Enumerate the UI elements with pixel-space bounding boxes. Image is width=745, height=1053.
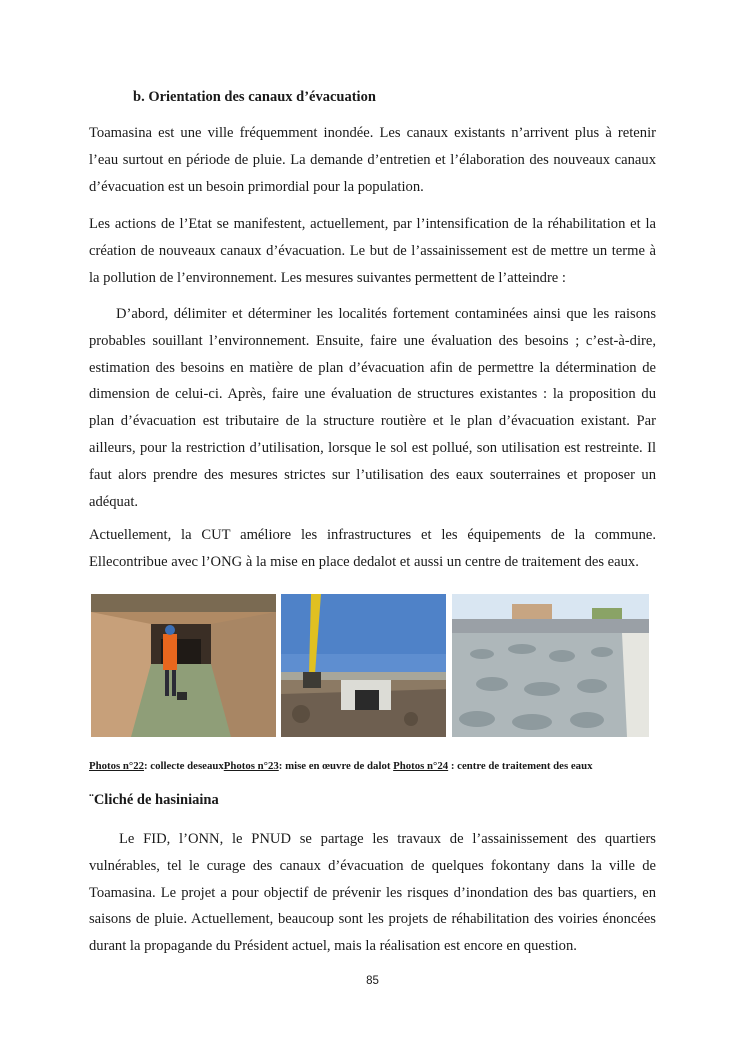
photo-credit: ¨Cliché de hasiniaina <box>89 792 219 808</box>
photo-culvert-construction <box>281 594 446 737</box>
caption-photo-24-text: : centre de traitement des eaux <box>448 760 593 772</box>
paragraph-state-actions: Les actions de l’Etat se manifestent, actuellement, par l’intensification de la réhabilitation et la création de nouveaux canaux d’évacuation. Le but de l’assainissement est de mettre un terme à la pollution de l’environnement. Les mesures suivantes permettent de l’atteindre : <box>89 216 656 286</box>
caption-photo-23-label: Photos n°23 <box>223 760 279 772</box>
caption-photo-22-label: Photos n°22 <box>89 760 145 772</box>
caption-photo-24-label: Photos n°24 <box>393 760 449 772</box>
photo-caption <box>89 760 689 772</box>
caption-photo-22-text: : collecte deseaux <box>144 760 224 772</box>
photo-treatment-center <box>452 594 649 737</box>
section-heading: b. Orientation des canaux d’évacuation <box>133 89 376 105</box>
paragraph-cut: Actuellement, la CUT améliore les infrastructures et les équipements de la commune. Ellecontribue avec l’ONG à la mise en place dedalot et aussi un centre de traitement des eaux. <box>89 527 656 570</box>
photo-water-collection <box>91 594 276 737</box>
paragraph-measures: D’abord, délimiter et déterminer les localités fortement contaminées ainsi que les raisons probables souillant l’environnement. Ensuite, faire une évaluation des besoins ; c’est-à-dire, estimation des besoins en matière de plan d’évacuation afin de permettre la détermination de dimension de celui-ci. Après, faire une évaluation de structures existantes : la proposition du plan d’évacuation est tributaire de la structure routière et le plan d’évacuation existant. Par ailleurs, pour la restriction d’utilisation, lorsque le sol est pollué, son utilisation est restreinte. Il faut alors prendre des mesures strictes sur l’utilisation des eaux souterraines et proposer un adéquat. <box>89 306 656 510</box>
paragraph-fid-onn-pnud: Le FID, l’ONN, le PNUD se partage les travaux de l’assainissement des quartiers vulnérables, tel le curage des canaux d’évacuation de quelques fokontany dans la ville de Toamasina. Le projet a pour objectif de prévenir les risques d’inondation des bas quartiers, en saisons de pluie. Actuellement, beaucoup sont les projets de réhabilitation des voiries énoncées durant la propagande du Président actuel, mais la réalisation est encore en question. <box>89 831 656 955</box>
paragraph-flooding: Toamasina est une ville fréquemment inondée. Les canaux existants n’arrivent plus à retenir l’eau surtout en période de pluie. La demande d’entretien et l’élaboration des nouveaux canaux d’évacuation est un besoin primordial pour la population. <box>89 125 656 195</box>
page-number: 85 <box>366 975 379 987</box>
caption-photo-23-text: : mise en œuvre de dalot <box>278 760 394 772</box>
